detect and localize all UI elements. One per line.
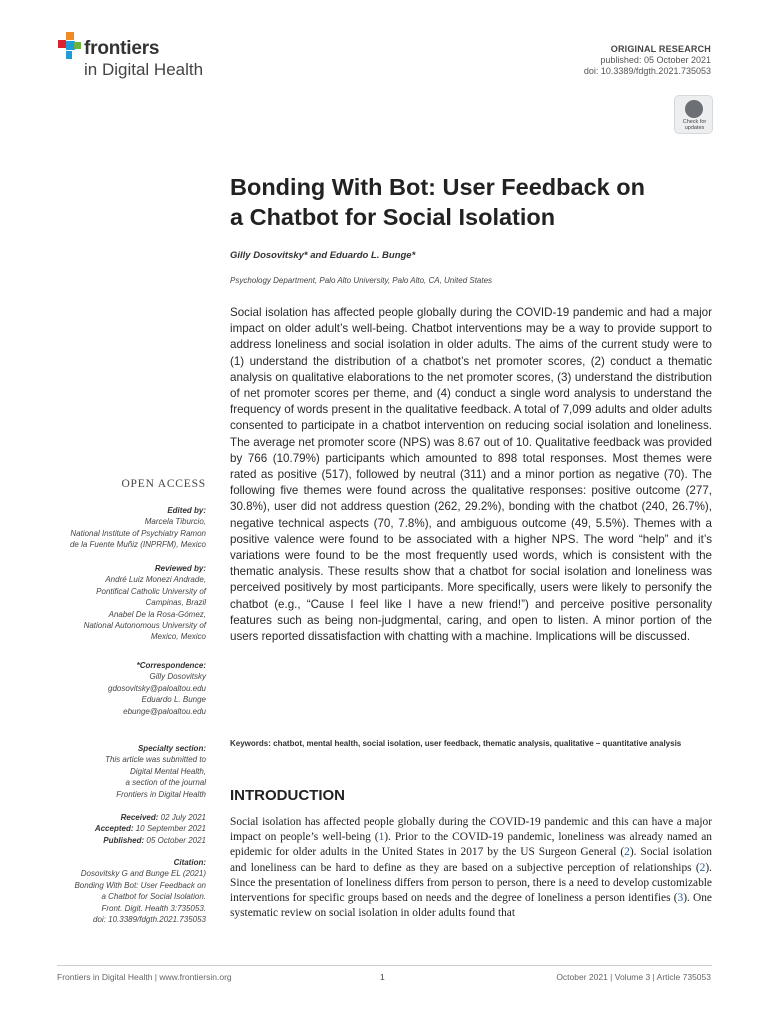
citation-line: a Chatbot for Social Isolation. <box>101 892 206 902</box>
authors: Gilly Dosovitsky* and Eduardo L. Bunge* <box>230 250 416 261</box>
citation-line: Dosovitsky G and Bunge EL (2021) <box>80 869 206 879</box>
article-doi[interactable]: doi: 10.3389/fdgth.2021.735053 <box>583 66 711 76</box>
email-link[interactable]: gdosovitsky@paloaltou.edu <box>108 683 206 693</box>
reviewer-line: Campinas, Brazil <box>145 598 206 608</box>
title-line-2: a Chatbot for Social Isolation <box>230 204 556 230</box>
update-icon <box>685 100 703 118</box>
specialty-heading: Specialty section: <box>137 744 206 753</box>
published-date: published: 05 October 2021 <box>600 55 711 65</box>
specialty-line: This article was submitted to <box>105 755 206 765</box>
citation-link[interactable]: 1 <box>378 831 385 844</box>
title-line-1: Bonding With Bot: User Feedback on <box>230 174 645 200</box>
article-type: ORIGINAL RESEARCH <box>610 44 711 54</box>
citation-link[interactable]: 2 <box>624 846 630 859</box>
dates-block <box>40 812 206 846</box>
editor-line: National Institute of Psychiatry Ramon <box>70 528 206 538</box>
edited-by-block <box>40 505 206 551</box>
reviewer-line: Pontifical Catholic University of <box>96 586 206 596</box>
citation-block <box>40 857 206 925</box>
keywords: Keywords: chatbot, mental health, social isolation, user feedback, thematic analysis, qualitative – quantitative analysis <box>230 739 682 748</box>
footer-issue-info: October 2021 | Volume 3 | Article 735053 <box>556 972 711 982</box>
citation-link[interactable]: 3 <box>677 892 684 905</box>
editor-line: Marcela Tiburcio, <box>144 517 206 527</box>
reviewed-by-block <box>40 563 206 643</box>
correspondence-block <box>40 660 206 717</box>
citation-heading: Citation: <box>173 858 206 867</box>
specialty-line: Digital Mental Health, <box>129 766 206 776</box>
badge-label: Check for updates <box>682 119 707 131</box>
editor-line: de la Fuente Muñiz (INPRFM), Mexico <box>69 540 206 550</box>
affiliation: Psychology Department, Palo Alto University, Palo Alto, CA, United States <box>230 276 493 285</box>
footer-divider <box>57 965 712 966</box>
reviewer-line: Mexico, Mexico <box>150 632 206 642</box>
abstract: Social isolation has affected people globally during the COVID-19 pandemic and had a major impact on older adult’s well-being. Chatbot interventions may be a way to provide support to address loneliness and social isolation in older adults. The aims of the current study were to (1) understand the distribution of a chatbot’s net promoter scores, (2) conduct a thematic analysis on qualitative elaborations to the net promoter scores, (3) understand the distribution of net promoter scores per theme, and (4) conduct a single word analysis to understand the frequency of words present in the qualitative feedback. A total of 7,099 adults and older adults consented to participate in a chatbot intervention on reducing social isolation and loneliness. The average net promoter score (NPS) was 8.67 out of 10. Qualitative feedback was provided by 766 (10.79%) participants which amounted to 898 total responses. Most themes were rated as positive (517), followed by neutral (311) and a minor portion as negative (70). The following five themes were found across the qualitative responses: positive outcome (277, 30.8%), user did not address question (262, 29.2%), bonding with the chatbot (240, 26.7%), negative technical aspects (70, 7.8%), and ambiguous outcome (49, 5.5%). Themes with a positive valence were found to be associated with a higher NPS. The word “help” and it’s variations were found to be the most frequently used words, which is consistent with the thematic analysis. These results show that a chatbot for social isolation and loneliness was perceived positively by most participants. More specifically, users were likely to personify the chatbot (e.g., “Cause I feel like I have a new friend!”) and perceive positive personality features such as being non-judgmental, caring, and open to listen. A minor portion of the users reported dissatisfaction with chatting with a machine. Implications will be discussed. <box>230 306 712 644</box>
correspondence-line: Eduardo L. Bunge <box>141 695 206 705</box>
reviewer-line: André Luiz Monezi Andrade, <box>105 575 206 585</box>
reviewed-by-heading: Reviewed by: <box>154 564 206 573</box>
received-date: Received: 02 July 2021 <box>120 813 206 822</box>
journal-name: in Digital Health <box>84 60 204 79</box>
email-link[interactable]: ebunge@paloaltou.edu <box>123 706 206 716</box>
footer-journal-link[interactable]: Frontiers in Digital Health | www.frontiersin.org <box>57 972 232 982</box>
specialty-line: a section of the journal <box>125 778 206 788</box>
citation-doi-link[interactable]: doi: 10.3389/fdgth.2021.735053 <box>93 915 206 925</box>
reviewer-line: National Autonomous University of <box>83 621 206 631</box>
page-number: 1 <box>380 972 385 982</box>
section-heading-introduction: INTRODUCTION <box>230 787 345 804</box>
citation-line: Bonding With Bot: User Feedback on <box>74 880 206 890</box>
article-meta <box>584 44 711 77</box>
accepted-date: Accepted: 10 September 2021 <box>94 824 206 834</box>
journal-logo <box>57 32 227 82</box>
specialty-line: Frontiers in Digital Health <box>116 789 206 799</box>
citation-line: Front. Digit. Health 3:735053. <box>101 903 206 913</box>
edited-by-heading: Edited by: <box>167 506 206 515</box>
frontiers-logo-icon <box>57 32 83 60</box>
correspondence-heading: *Correspondence: <box>136 661 206 670</box>
published-date-side: Published: 05 October 2021 <box>103 835 206 845</box>
specialty-section-block <box>40 743 206 800</box>
citation-link[interactable]: 2 <box>699 861 706 874</box>
journal-brand: frontiers <box>84 38 160 59</box>
open-access-label: OPEN ACCESS <box>121 478 206 490</box>
reviewer-line: Anabel De la Rosa-Gómez, <box>108 609 206 619</box>
check-for-updates-badge[interactable] <box>674 95 713 134</box>
correspondence-line: Gilly Dosovitsky <box>149 672 206 682</box>
article-title <box>230 172 720 232</box>
introduction-text: Social isolation has affected people globally during the COVID-19 pandemic and this can have a major impact on people’s well-being (1). Prior to the COVID-19 pandemic, loneliness was already named an epidemic for older adults in the United States in 2017 by the US Surgeon General (2). Social isolation and loneliness can be hard to define as they are based on a subjective perception of relationships (2). Since the presentation of loneliness differs from person to person, there is a need to develop customizable interventions for specific groups based on needs and the degree of loneliness a person identifies (3). One systematic review on social isolation in older adults found that <box>230 816 712 920</box>
